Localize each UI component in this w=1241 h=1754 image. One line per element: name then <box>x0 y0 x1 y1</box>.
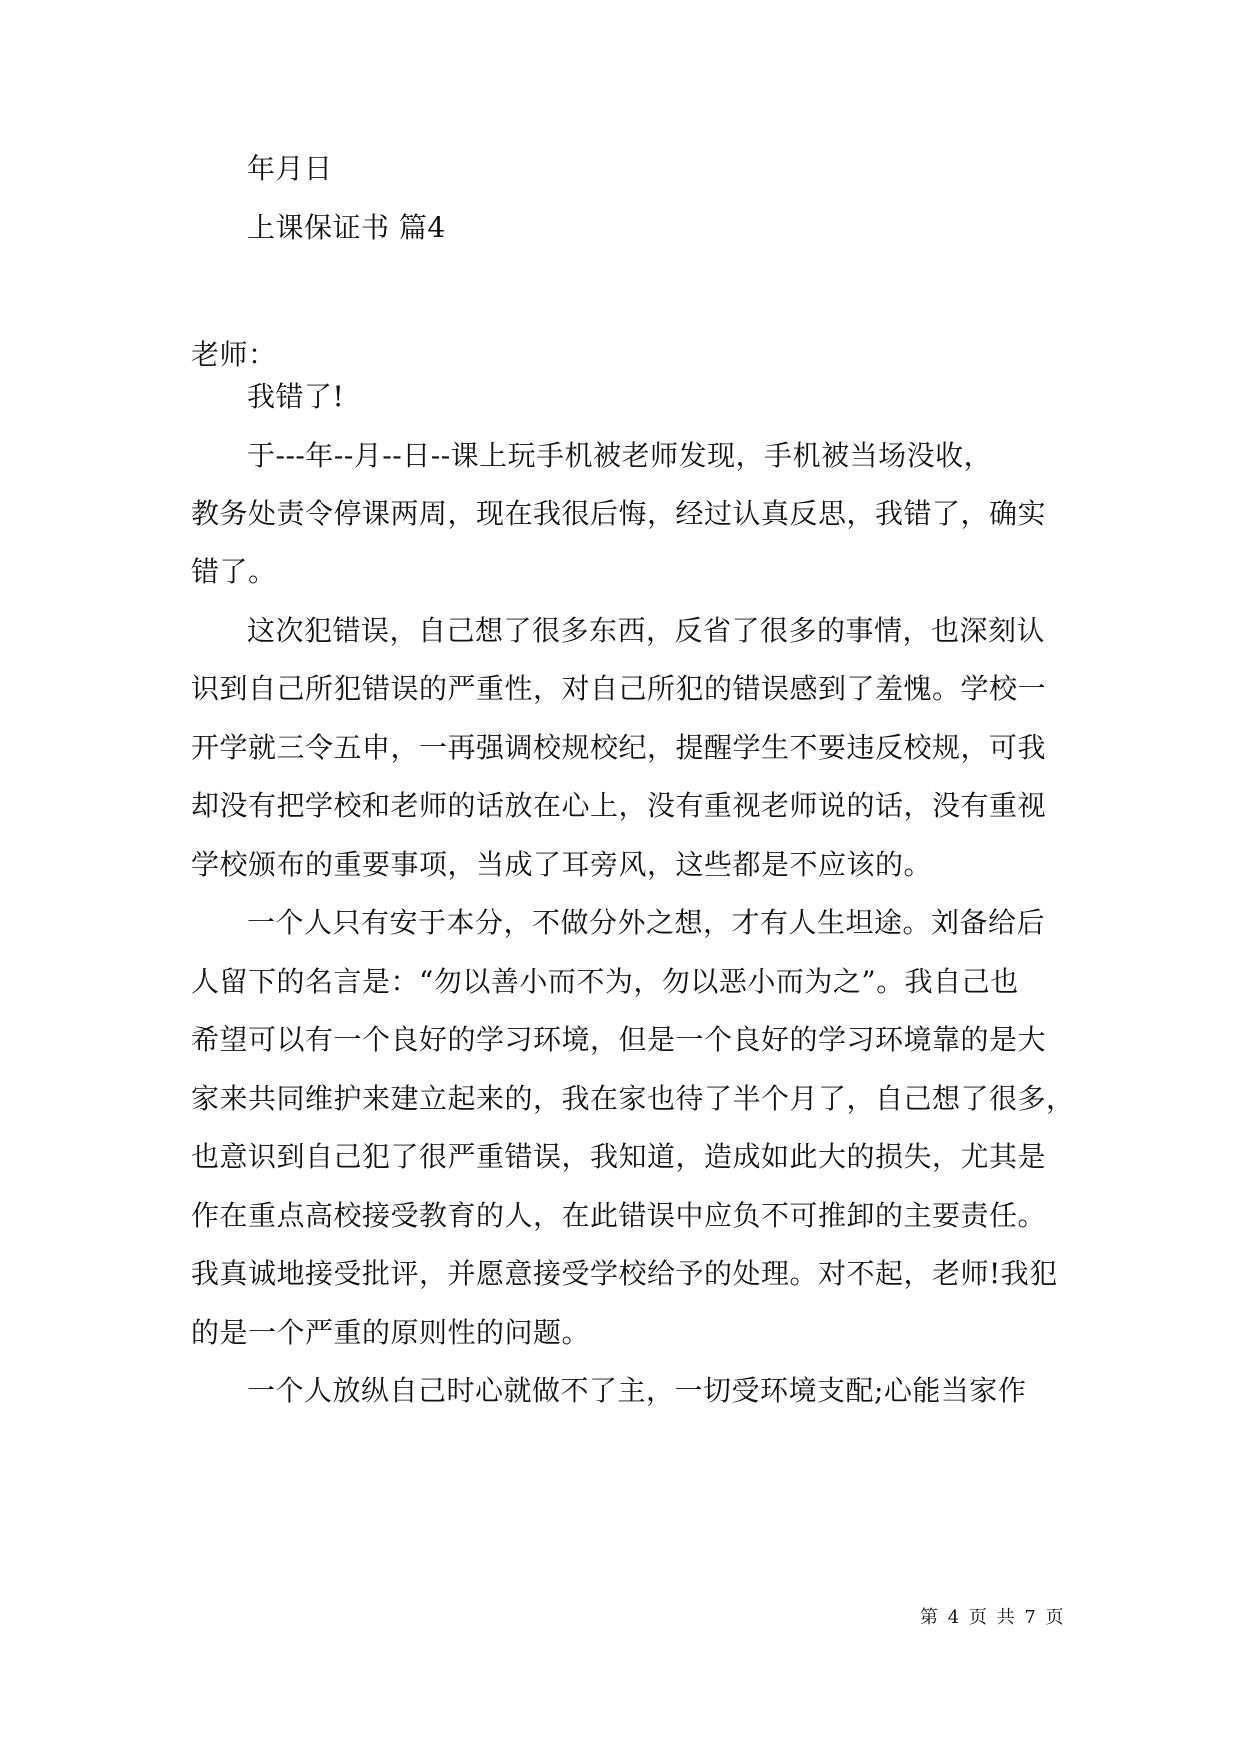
paragraph-line: 也意识到自己犯了很严重错误，我知道，造成如此大的损失，尤其是 <box>191 1140 1047 1173</box>
opening-line: 我错了! <box>247 380 345 413</box>
paragraph-line: 于---年--月--日--课上玩手机被老师发现，手机被当场没收， <box>247 439 993 472</box>
page-number-footer: 第 4 页 共 7 页 <box>920 1607 1066 1628</box>
header-date: 年月日 <box>247 152 333 185</box>
paragraph-line: 这次犯错误，自己想了很多东西，反省了很多的事情，也深刻认 <box>247 614 1046 647</box>
paragraph-line: 希望可以有一个良好的学习环境，但是一个良好的学习环境靠的是大 <box>191 1023 1047 1056</box>
paragraph-line: 一个人放纵自己时心就做不了主，一切受环境支配;心能当家作 <box>247 1374 1027 1407</box>
paragraph-line: 学校颁布的重要事项，当成了耳旁风，这些都是不应该的。 <box>191 848 933 881</box>
paragraph-line: 人留下的名言是：“勿以善小而不为，勿以恶小而为之”。我自己也 <box>191 965 1019 998</box>
paragraph-line: 识到自己所犯错误的严重性，对自己所犯的错误感到了羞愧。学校一 <box>191 672 1047 705</box>
paragraph-line: 作在重点高校接受教育的人，在此错误中应负不可推卸的主要责任。 <box>191 1199 1047 1232</box>
paragraph-line: 的是一个严重的原则性的问题。 <box>191 1316 591 1349</box>
paragraph-line: 家来共同维护来建立起来的，我在家也待了半个月了，自己想了很多， <box>191 1082 1075 1115</box>
paragraph-line: 教务处责令停课两周，现在我很后悔，经过认真反思，我错了，确实 <box>191 497 1047 530</box>
section-title: 上课保证书 篇4 <box>247 211 446 244</box>
paragraph-line: 错了。 <box>191 555 277 588</box>
paragraph-line: 我真诚地接受批评，并愿意接受学校给予的处理。对不起，老师!我犯 <box>191 1257 1058 1290</box>
paragraph-line: 一个人只有安于本分，不做分外之想，才有人生坦途。刘备给后 <box>247 906 1046 939</box>
salutation: 老师： <box>191 338 277 371</box>
paragraph-line: 却没有把学校和老师的话放在心上，没有重视老师说的话，没有重视 <box>191 789 1047 822</box>
paragraph-line: 开学就三令五申，一再强调校规校纪，提醒学生不要违反校规，可我 <box>191 731 1047 764</box>
